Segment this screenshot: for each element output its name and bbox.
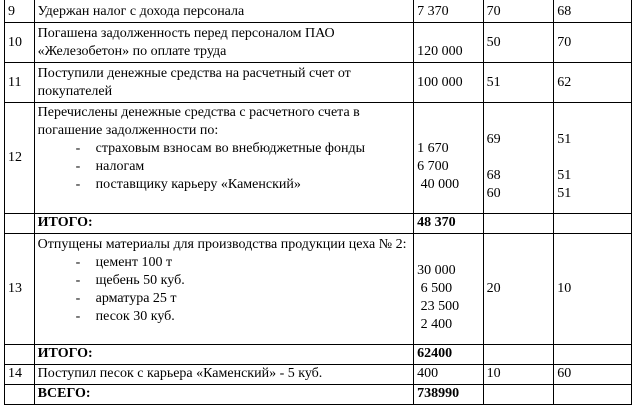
- materials-list: [38, 254, 410, 326]
- list-item: - щебень 50 куб.: [38, 272, 410, 290]
- row-number: 13: [5, 234, 35, 345]
- row-number: 11: [5, 63, 35, 103]
- grand-total-value: 738990: [414, 385, 484, 405]
- amount-cell: 100 000: [414, 63, 484, 103]
- amount-line: 30 000: [417, 263, 456, 278]
- row-number: 14: [5, 365, 35, 385]
- debit-line: 69: [486, 132, 501, 147]
- amount-line: 6 500: [417, 281, 453, 296]
- amount-line: 1 670: [417, 141, 449, 156]
- credit-cell: 10: [554, 234, 632, 345]
- debit-line: 68: [486, 168, 501, 183]
- operation-cell: [34, 234, 413, 345]
- amount-line: 40 000: [417, 177, 460, 192]
- credit-cell: 70: [554, 23, 632, 63]
- debit-cell: 20: [483, 234, 554, 345]
- list-item: - страховым взносам во внебюджетные фонды: [38, 140, 410, 158]
- total-row: [5, 214, 632, 234]
- list-item: - поставщику карьеру «Каменский»: [38, 176, 410, 194]
- payment-list: [38, 140, 410, 194]
- operation-text: Поступили денежные средства на расчетный счет от покупателей: [34, 63, 413, 103]
- table-row: [5, 23, 632, 63]
- table-row: [5, 234, 632, 345]
- row-number: 12: [5, 103, 35, 214]
- operation-text: Отпущены материалы для производства продукции цеха № 2:: [37, 237, 407, 252]
- total-label: ИТОГО:: [34, 345, 413, 365]
- debit-cell: 50: [483, 23, 554, 63]
- debit-cell: [483, 103, 554, 214]
- journal-table: [4, 0, 632, 405]
- credit-line: 51: [557, 168, 572, 183]
- operation-text: Перечислены денежные средства с расчетного счета в погашение задолженности по:: [37, 105, 360, 138]
- debit-cell: 10: [483, 365, 554, 385]
- list-item: - песок 30 куб.: [38, 308, 410, 326]
- credit-line: 51: [557, 186, 572, 201]
- row-number: 10: [5, 23, 35, 63]
- credit-line: 51: [557, 132, 572, 147]
- grand-total-row: [5, 385, 632, 405]
- total-value: 48 370: [414, 214, 484, 234]
- amount-cell: [414, 103, 484, 214]
- row-number: 9: [5, 0, 35, 23]
- table-row: [5, 0, 632, 23]
- operation-text: Погашена задолженность перед персоналом ПАО «Железобетон» по оплате труда: [34, 23, 413, 63]
- operation-text: Поступил песок с карьера «Каменский» - 5 куб.: [34, 365, 413, 385]
- amount-line: 23 500: [417, 299, 460, 314]
- amount-cell: 7 370: [414, 0, 484, 23]
- credit-cell: 60: [554, 365, 632, 385]
- total-value: 62400: [414, 345, 484, 365]
- list-item: - налогам: [38, 158, 410, 176]
- credit-cell: [554, 103, 632, 214]
- total-label: ИТОГО:: [34, 214, 413, 234]
- grand-total-label: ВСЕГО:: [34, 385, 413, 405]
- table-row: [5, 63, 632, 103]
- amount-cell: 400: [414, 365, 484, 385]
- amount-cell: 120 000: [414, 23, 484, 63]
- operation-text: Удержан налог с дохода персонала: [34, 0, 413, 23]
- amount-line: 2 400: [417, 317, 453, 332]
- total-row: [5, 345, 632, 365]
- list-item: - цемент 100 т: [38, 254, 410, 272]
- credit-cell: 68: [554, 0, 632, 23]
- operation-cell: [34, 103, 413, 214]
- list-item: - арматура 25 т: [38, 290, 410, 308]
- debit-line: 60: [486, 186, 501, 201]
- table-row: [5, 365, 632, 385]
- amount-line: 6 700: [417, 159, 449, 174]
- amount-cell: [414, 234, 484, 345]
- debit-cell: 51: [483, 63, 554, 103]
- table-row: [5, 103, 632, 214]
- credit-cell: 62: [554, 63, 632, 103]
- debit-cell: 70: [483, 0, 554, 23]
